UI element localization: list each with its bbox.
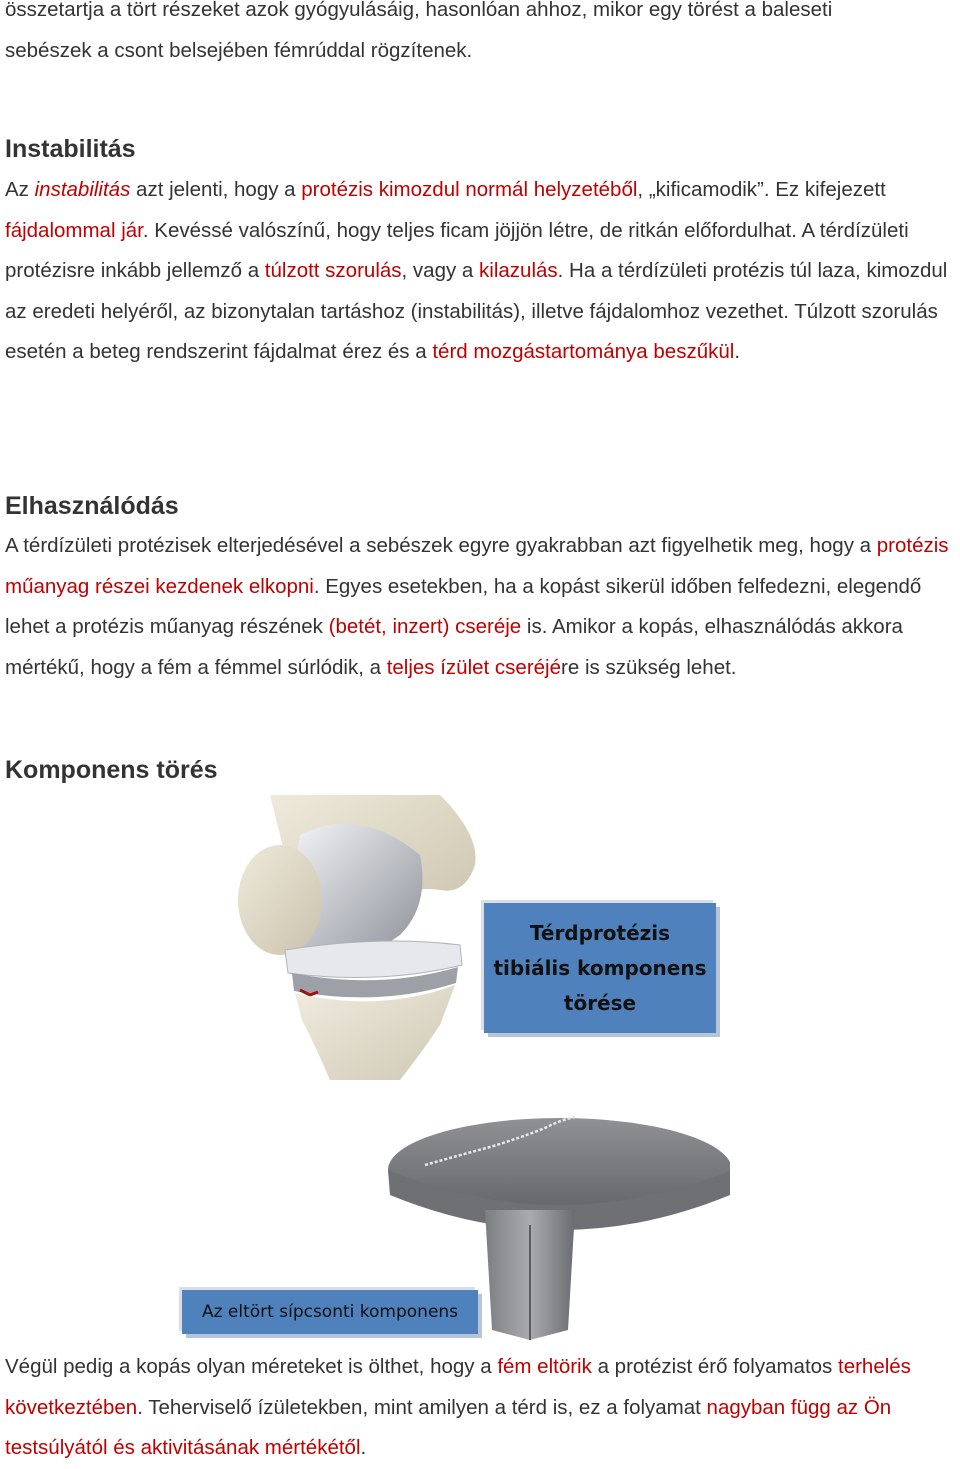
link-kilazulas[interactable]: kilazulás bbox=[479, 259, 558, 282]
link-testsuly[interactable]: nagyban függ az Ön testsúlyától és aktivitásának mértékétől bbox=[5, 1395, 892, 1459]
tibial-insert bbox=[285, 941, 462, 978]
link-muanyag-reszek[interactable]: protézis műanyag részei kezdenek elkopni bbox=[5, 534, 949, 598]
femoral-condyle bbox=[238, 845, 322, 955]
link-betet-csereje[interactable]: (betét, inzert) cseréje bbox=[328, 615, 522, 638]
link-protezis-kimozdul[interactable]: protézis kimozdul normál helyzetéből bbox=[301, 178, 638, 201]
intro-paragraph bbox=[5, 0, 960, 71]
link-instabilitas[interactable]: instabilitás bbox=[34, 178, 131, 201]
caption-box: Az eltört sípcsonti komponens bbox=[182, 1290, 478, 1334]
elhasznalodas-paragraph: A térdízületi protézisek elterjedésével a sebészek egyre gyakrabban azt figyelhetik meg, hogy a protézis műanyag részei kezdenek elkopni. Egyes esetekben, ha a kopást sikerül időben felfedezni, elegendő lehet a protézis műanyag részének (betét, inzert) cseréje is. Amikor a kopás, elhasználódás akkora mértékű, hogy a fém a fémmel súrlódik, a teljes ízület cseréjére is szükség lehet. bbox=[5, 534, 949, 679]
link-tulzott-szorulas[interactable]: túlzott szorulás bbox=[264, 259, 402, 282]
intro-line-2: sebészek a csont belsejében fémrúddal rögzítenek. bbox=[5, 38, 473, 62]
tibia-bone bbox=[295, 985, 455, 1080]
intro-line-1: összetartja a tört részeket azok gyógyulásáig, hasonlóan ahhoz, mikor egy törést a baleseti bbox=[5, 0, 833, 21]
heading-komponens-tores: Komponens törés bbox=[5, 756, 218, 784]
heading-elhasznalodas: Elhasználódás bbox=[5, 492, 179, 520]
instabilitas-paragraph: Az instabilitás azt jelenti, hogy a protézis kimozdul normál helyzetéből, „kificamodik”. Ez kifejezett fájdalommal jár. Kevéssé valószínű, hogy teljes ficam jöjjön létre, de ritkán előfordulhat. A térdízületi protézisre inkább jellemző a túlzott szorulás, vagy a kilazulás. Ha a térdízületi protézis túl laza, kimozdul az eredeti helyéről, az bizonytalan tartáshoz (instabilitás), illetve fájdalomhoz vezethet. Túlzott szorulás esetén a beteg rendszerint fájdalmat érez és a térd mozgástartománya beszűkül. bbox=[5, 178, 948, 363]
callout-box: Térdprotézis tibiális komponens törése bbox=[484, 903, 716, 1033]
link-terheles[interactable]: terhelés következtében bbox=[5, 1355, 911, 1419]
heading-instabilitas: Instabilitás bbox=[5, 135, 136, 163]
link-fem-eltorik[interactable]: fém eltörik bbox=[497, 1355, 592, 1378]
link-fajdalommal-jar[interactable]: fájdalommal jár bbox=[5, 218, 143, 242]
knee-prosthesis-illustration bbox=[230, 795, 730, 1350]
link-teljes-izulet-csereje[interactable]: teljes ízület cseréjé bbox=[386, 655, 562, 679]
komponens-paragraph: Végül pedig a kopás olyan méreteket is ölthet, hogy a fém eltörik a protézist érő folyamatos terhelés következtében. Teherviselő ízületekben, mint amilyen a térd is, ez a folyamat nagyban függ az Ön testsúlyától és aktivitásának mértékétől. bbox=[5, 1355, 911, 1459]
link-mozgastartomany[interactable]: térd mozgástartománya beszűkül bbox=[432, 340, 735, 363]
